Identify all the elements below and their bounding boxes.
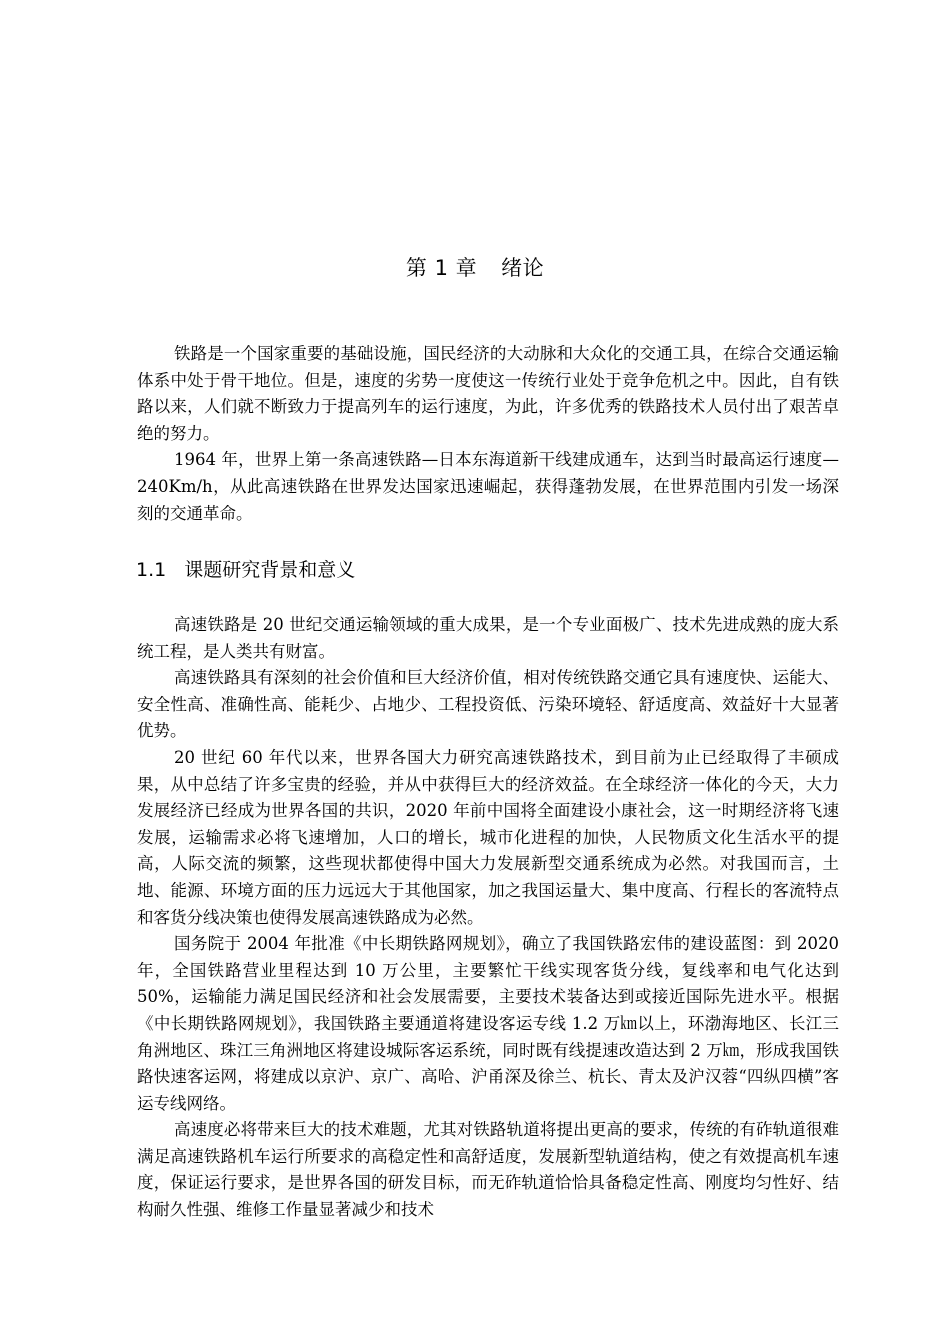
paragraph: 国务院于 2004 年批准《中长期铁路网规划》，确立了我国铁路宏伟的建设蓝图：到 2020 年，全国铁路营业里程达到 10 万公里，主要繁忙干线实现客货分线，复线率和电气化达到 50%，运输能力满足国民经济和社会发展需要，主要技术装备达到或接近国际先进水平。根据《中长期铁路网规划》，我国铁路主要通道将建设客运专线 1.2 万㎞以上，环渤海地区、长江三角洲地区、珠江三角洲地区将建设城际客运系统，同时既有线提速改造达到 2 万㎞，形成我国铁路快速客运网，将建成以京沪、京广、高哈、沪甬深及徐兰、杭长、青太及沪汉蓉“四纵四横”客运专线网络。: [137, 934, 839, 1113]
paragraph: 铁路是一个国家重要的基础设施，国民经济的大动脉和大众化的交通工具，在综合交通运输体系中处于骨干地位。但是，速度的劣势一度使这一传统行业处于竞争危机之中。因此，自有铁路以来，人们就不断致力于提高列车的运行速度，为此，许多优秀的铁路技术人员付出了艰苦卓绝的努力。: [137, 344, 839, 443]
section-heading: [136, 556, 355, 584]
chapter-title: [0, 253, 950, 283]
paragraph: 高速度必将带来巨大的技术难题，尤其对铁路轨道将提出更高的要求，传统的有砟轨道很难满足高速铁路机车运行所要求的高稳定性和高舒适度，发展新型轨道结构，使之有效提高机车速度，保证运行要求，是世界各国的研发目标，而无砟轨道恰恰具备稳定性高、刚度均匀性好、结构耐久性强、维修工作量显著减少和技术: [137, 1120, 839, 1220]
paragraph: 20 世纪 60 年代以来，世界各国大力研究高速铁路技术，到目前为止已经取得了丰硕成果，从中总结了许多宝贵的经验，并从中获得巨大的经济效益。在全球经济一体化的今天，大力发展经济已经成为世界各国的共识，2020 年前中国将全面建设小康社会，这一时期经济将飞速发展，运输需求必将飞速增加，人口的增长，城市化进程的加快，人民物质文化生活水平的提高，人际交流的频繁，这些现状都使得中国大力发展新型交通系统成为必然。对我国而言，土地、能源、环境方面的压力远远大于其他国家，加之我国运量大、集中度高、行程长的客流特点和客货分线决策也使得发展高速铁路成为必然。: [137, 747, 839, 927]
section-number: 1.1: [136, 559, 167, 581]
section-text: [137, 612, 839, 1224]
paragraph: 1964 年，世界上第一条高速铁路—日本东海道新干线建成通车，达到当时最高运行速度—240Km/h，从此高速铁路在世界发达国家迅速崛起，获得蓬勃发展，在世界范围内引发一场深刻的交通革命。: [137, 450, 839, 523]
chapter-name: 绪论: [501, 256, 545, 280]
intro-text: [137, 341, 839, 527]
section-name: 课题研究背景和意义: [184, 559, 356, 581]
paragraph: 高速铁路是 20 世纪交通运输领域的重大成果，是一个专业面极广、技术先进成熟的庞大系统工程，是人类共有财富。: [137, 615, 839, 661]
chapter-number: 第 1 章: [405, 256, 478, 280]
paragraph: 高速铁路具有深刻的社会价值和巨大经济价值，相对传统铁路交通它具有速度快、运能大、安全性高、准确性高、能耗少、占地少、工程投资低、污染环境轻、舒适度高、效益好十大显著优势。: [137, 668, 839, 741]
